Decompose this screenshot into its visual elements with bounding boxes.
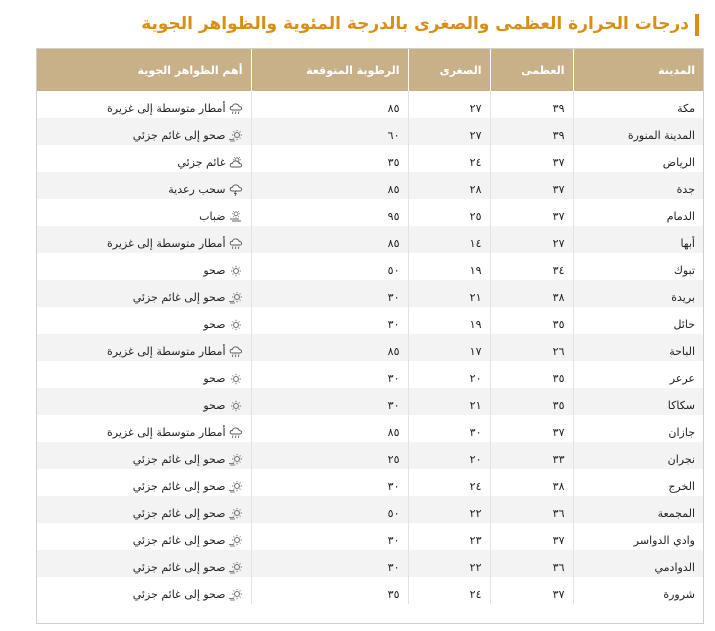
sun-cloud-icon <box>229 589 243 601</box>
weather-cell <box>37 118 251 145</box>
weather-cell <box>37 550 251 577</box>
table-row <box>37 307 703 334</box>
max-temp-cell: ٣٥ <box>490 307 573 334</box>
table-row <box>37 199 703 226</box>
humidity-cell: ٥٠ <box>251 496 408 523</box>
table-row <box>37 496 703 523</box>
city-cell: الرياض <box>573 145 703 172</box>
city-cell: الدمام <box>573 199 703 226</box>
min-temp-cell: ٢٤ <box>408 469 490 496</box>
min-temp-cell: ٢١ <box>408 280 490 307</box>
sun-cloud-icon <box>229 562 243 574</box>
max-temp-cell: ٣٨ <box>490 469 573 496</box>
city-cell: المجمعة <box>573 496 703 523</box>
table-row <box>37 388 703 415</box>
weather-label: صحو إلى غائم جزئي <box>132 480 226 493</box>
weather-cell <box>37 415 251 442</box>
sun-cloud-icon <box>229 130 243 142</box>
humidity-cell: ٣٠ <box>251 523 408 550</box>
weather-label: أمطار متوسطة إلى غزيرة <box>107 345 226 358</box>
max-temp-cell: ٣٦ <box>490 496 573 523</box>
humidity-cell: ٨٥ <box>251 226 408 253</box>
city-cell: نجران <box>573 442 703 469</box>
sun-cloud-icon <box>229 292 243 304</box>
max-temp-cell: ٣٧ <box>490 577 573 604</box>
max-temp-cell: ٣٨ <box>490 280 573 307</box>
city-cell: مكة <box>573 91 703 118</box>
city-cell: عرعر <box>573 361 703 388</box>
table-row <box>37 280 703 307</box>
min-temp-cell: ٢٠ <box>408 361 490 388</box>
table-row <box>37 91 703 118</box>
city-cell: حائل <box>573 307 703 334</box>
weather-cell <box>37 307 251 334</box>
max-temp-cell: ٣٦ <box>490 550 573 577</box>
table-row <box>37 550 703 577</box>
humidity-cell: ٢٥ <box>251 442 408 469</box>
weather-cell <box>37 334 251 361</box>
thunder-cloud-icon <box>229 184 243 196</box>
weather-cell <box>37 496 251 523</box>
humidity-cell: ٩٥ <box>251 199 408 226</box>
weather-cell <box>37 577 251 604</box>
min-temp-cell: ٢٢ <box>408 496 490 523</box>
sun-icon <box>229 400 243 412</box>
page-header <box>10 10 705 40</box>
fog-icon <box>229 211 243 223</box>
weather-label: صحو <box>203 264 226 277</box>
column-header-max: العظمى <box>490 49 573 91</box>
table-row <box>37 253 703 280</box>
city-cell: الباحة <box>573 334 703 361</box>
weather-label: غائم جزئي <box>177 156 226 169</box>
sun-icon <box>229 265 243 277</box>
table-row <box>37 523 703 550</box>
max-temp-cell: ٣٧ <box>490 415 573 442</box>
humidity-cell: ٦٠ <box>251 118 408 145</box>
min-temp-cell: ٢٧ <box>408 118 490 145</box>
weather-cell <box>37 280 251 307</box>
sun-icon <box>229 373 243 385</box>
table-header-row <box>37 49 703 91</box>
column-header-humidity: الرطوبة المتوقعة <box>251 49 408 91</box>
humidity-cell: ٣٠ <box>251 469 408 496</box>
min-temp-cell: ٢٠ <box>408 442 490 469</box>
partly-cloudy-icon <box>229 157 243 169</box>
weather-cell <box>37 172 251 199</box>
humidity-cell: ٣٠ <box>251 307 408 334</box>
table-row <box>37 442 703 469</box>
min-temp-cell: ٣٠ <box>408 415 490 442</box>
max-temp-cell: ٣٧ <box>490 145 573 172</box>
weather-cell <box>37 199 251 226</box>
table-row <box>37 172 703 199</box>
min-temp-cell: ٢١ <box>408 388 490 415</box>
max-temp-cell: ٣٥ <box>490 361 573 388</box>
weather-cell <box>37 226 251 253</box>
weather-label: صحو إلى غائم جزئي <box>132 453 226 466</box>
weather-label: صحو إلى غائم جزئي <box>132 534 226 547</box>
city-cell: بريدة <box>573 280 703 307</box>
weather-label: صحو إلى غائم جزئي <box>132 129 226 142</box>
column-header-min: الصغرى <box>408 49 490 91</box>
city-cell: شرورة <box>573 577 703 604</box>
title-accent-bar <box>695 14 699 36</box>
weather-cell <box>37 91 251 118</box>
max-temp-cell: ٣٧ <box>490 199 573 226</box>
table-row <box>37 361 703 388</box>
column-header-city: المدينة <box>573 49 703 91</box>
min-temp-cell: ٢٧ <box>408 91 490 118</box>
column-header-weather: أهم الظواهر الجوية <box>37 49 251 91</box>
table-row <box>37 469 703 496</box>
weather-label: أمطار متوسطة إلى غزيرة <box>107 426 226 439</box>
humidity-cell: ٥٠ <box>251 253 408 280</box>
humidity-cell: ٣٠ <box>251 388 408 415</box>
sun-cloud-icon <box>229 508 243 520</box>
humidity-cell: ٨٥ <box>251 415 408 442</box>
weather-label: صحو <box>203 318 226 331</box>
city-cell: سكاكا <box>573 388 703 415</box>
weather-label: أمطار متوسطة إلى غزيرة <box>107 237 226 250</box>
city-cell: الدوادمي <box>573 550 703 577</box>
table-row <box>37 145 703 172</box>
min-temp-cell: ٢٥ <box>408 199 490 226</box>
min-temp-cell: ٢٤ <box>408 145 490 172</box>
humidity-cell: ٨٥ <box>251 334 408 361</box>
weather-label: صحو <box>203 372 226 385</box>
rain-cloud-icon <box>229 238 243 250</box>
humidity-cell: ٨٥ <box>251 172 408 199</box>
humidity-cell: ٨٥ <box>251 91 408 118</box>
max-temp-cell: ٣٧ <box>490 523 573 550</box>
max-temp-cell: ٣٧ <box>490 172 573 199</box>
city-cell: جازان <box>573 415 703 442</box>
max-temp-cell: ٢٧ <box>490 226 573 253</box>
table-body <box>37 91 703 604</box>
weather-label: صحو إلى غائم جزئي <box>132 561 226 574</box>
table-row <box>37 118 703 145</box>
weather-label: صحو <box>203 399 226 412</box>
min-temp-cell: ٢٢ <box>408 550 490 577</box>
humidity-cell: ٣٠ <box>251 550 408 577</box>
min-temp-cell: ١٤ <box>408 226 490 253</box>
weather-cell <box>37 388 251 415</box>
sun-icon <box>229 319 243 331</box>
weather-cell <box>37 253 251 280</box>
max-temp-cell: ٣٩ <box>490 118 573 145</box>
max-temp-cell: ٣٣ <box>490 442 573 469</box>
humidity-cell: ٣٥ <box>251 577 408 604</box>
weather-cell <box>37 523 251 550</box>
sun-cloud-icon <box>229 454 243 466</box>
city-cell: تبوك <box>573 253 703 280</box>
min-temp-cell: ٢٤ <box>408 577 490 604</box>
city-cell: وادي الدواسر <box>573 523 703 550</box>
max-temp-cell: ٣٤ <box>490 253 573 280</box>
sun-cloud-icon <box>229 481 243 493</box>
humidity-cell: ٣٠ <box>251 361 408 388</box>
weather-table <box>37 49 703 604</box>
city-cell: المدينة المنورة <box>573 118 703 145</box>
table-row <box>37 334 703 361</box>
rain-cloud-icon <box>229 103 243 115</box>
weather-label: صحو إلى غائم جزئي <box>132 291 226 304</box>
max-temp-cell: ٣٩ <box>490 91 573 118</box>
min-temp-cell: ١٧ <box>408 334 490 361</box>
min-temp-cell: ١٩ <box>408 253 490 280</box>
city-cell: أبها <box>573 226 703 253</box>
table-row <box>37 415 703 442</box>
min-temp-cell: ٢٣ <box>408 523 490 550</box>
weather-label: سحب رعدية <box>168 183 226 196</box>
table-row <box>37 577 703 604</box>
city-cell: الخرج <box>573 469 703 496</box>
weather-cell <box>37 469 251 496</box>
rain-cloud-icon <box>229 346 243 358</box>
page-title: درجات الحرارة العظمى والصغرى بالدرجة المئوية والظواهر الجوية <box>141 14 689 34</box>
rain-cloud-icon <box>229 427 243 439</box>
humidity-cell: ٣٥ <box>251 145 408 172</box>
max-temp-cell: ٢٦ <box>490 334 573 361</box>
table-row <box>37 226 703 253</box>
min-temp-cell: ١٩ <box>408 307 490 334</box>
max-temp-cell: ٣٥ <box>490 388 573 415</box>
city-cell: جدة <box>573 172 703 199</box>
weather-cell <box>37 361 251 388</box>
weather-label: ضباب <box>199 210 226 223</box>
sun-cloud-icon <box>229 535 243 547</box>
weather-label: صحو إلى غائم جزئي <box>132 588 226 601</box>
weather-label: صحو إلى غائم جزئي <box>132 507 226 520</box>
humidity-cell: ٣٠ <box>251 280 408 307</box>
weather-cell <box>37 145 251 172</box>
weather-table-frame <box>36 48 704 624</box>
weather-cell <box>37 442 251 469</box>
weather-label: أمطار متوسطة إلى غزيرة <box>107 102 226 115</box>
min-temp-cell: ٢٨ <box>408 172 490 199</box>
